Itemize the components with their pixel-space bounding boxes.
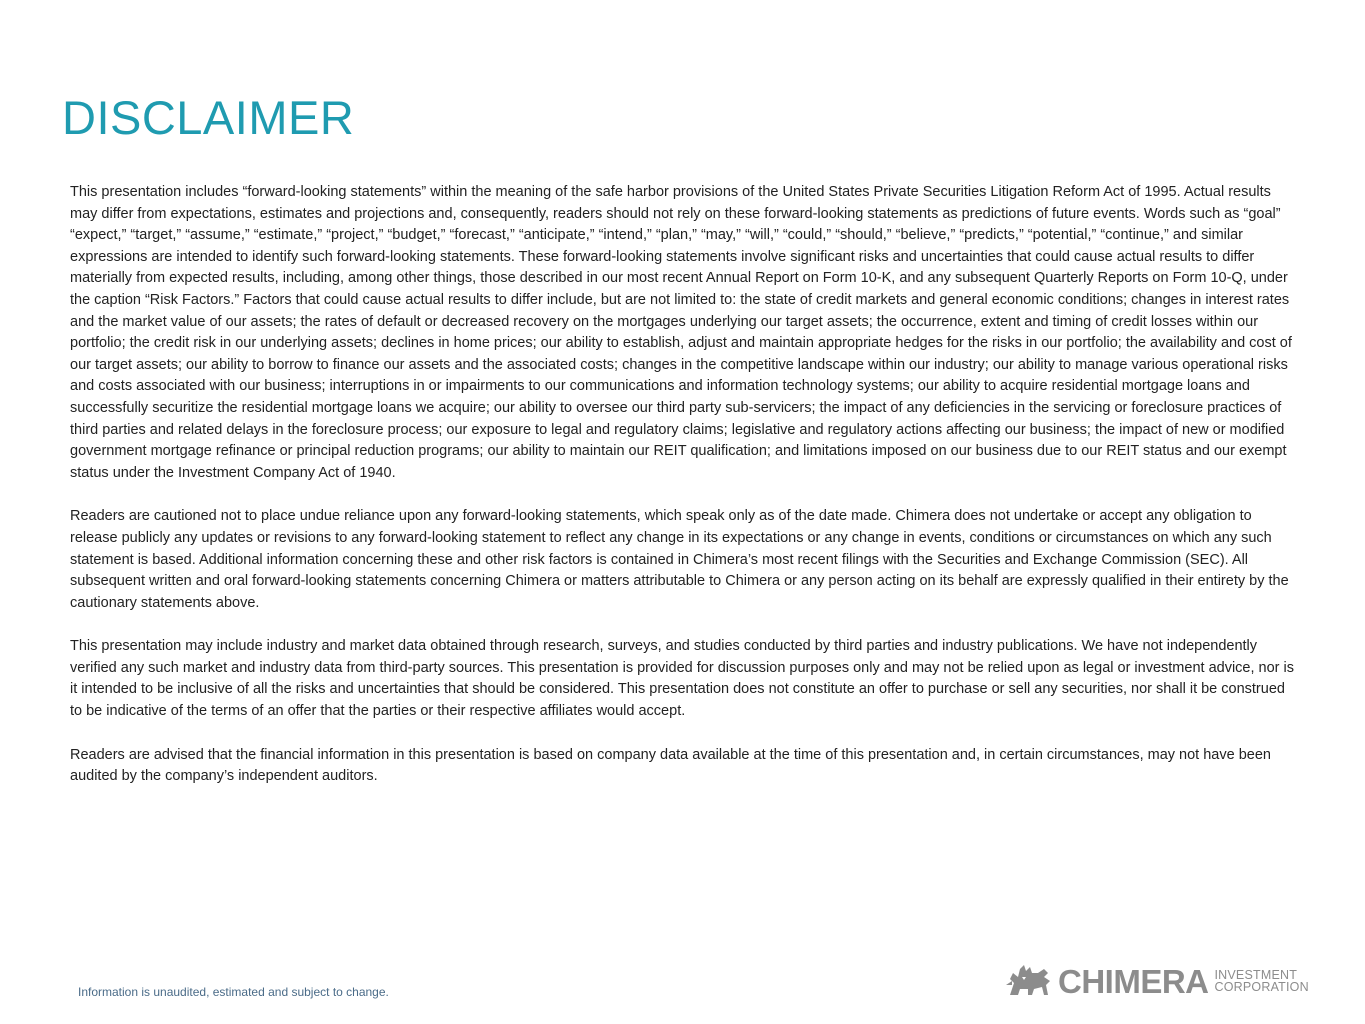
- paragraph-forward-looking: This presentation includes “forward-looking statements” within the meaning of the safe harbor provisions of the United States Private Securities Litigation Reform Act of 1995. Actual results may differ from expectations, estimates and projections and, consequently, readers should not rely on these forward-looking statements as predictions of future events. Words such as “goal” “expect,” “target,” “assume,” “estimate,” “project,” “budget,” “forecast,” “anticipate,” “intend,” “plan,” “may,” “will,” “could,” “should,” “believe,” “predicts,” “potential,” “continue,” and similar expressions are intended to identify such forward-looking statements. These forward-looking statements involve significant risks and uncertainties that could cause actual results to differ materially from expected results, including, among other things, those described in our most recent Annual Report on Form 10-K, and any subsequent Quarterly Reports on Form 10-Q, under the caption “Risk Factors.” Factors that could cause actual results to differ include, but are not limited to: the state of credit markets and general economic conditions; changes in interest rates and the market value of our assets; the rates of default or decreased recovery on the mortgages underlying our target assets; the occurrence, extent and timing of credit losses within our portfolio; the credit risk in our underlying assets; declines in home prices; our ability to establish, adjust and maintain appropriate hedges for the risks in our portfolio; the availability and cost of our target assets; our ability to borrow to finance our assets and the associated costs; changes in the competitive landscape within our industry; our ability to manage various operational risks and costs associated with our business; interruptions in or impairments to our communications and information technology systems; our ability to acquire residential mortgage loans and successfully securitize the residential mortgage loans we acquire; our ability to oversee our third party sub-servicers; the impact of any deficiencies in the servicing or foreclosure practices of third parties and related delays in the foreclosure process; our exposure to legal and regulatory claims; legislative and regulatory actions affecting our business; the impact of new or modified government mortgage refinance or principal reduction programs; our ability to maintain our REIT qualification; and limitations imposed on our business due to our REIT status and our exempt status under the Investment Company Act of 1940.: [70, 184, 1292, 481]
- page-title: DISCLAIMER: [62, 91, 355, 144]
- paragraph-financial-information: Readers are advised that the financial information in this presentation is based on company data available at the time of this presentation and, in certain circumstances, may not have been audited by the company’s independent auditors.: [70, 746, 1271, 785]
- logo-subtitle-line-2: CORPORATION: [1214, 980, 1309, 994]
- logo-wordmark: CHIMERA: [1058, 962, 1209, 1000]
- company-logo: [1004, 960, 1340, 1002]
- disclaimer-body: [70, 182, 1300, 810]
- chimera-creature-icon: [1004, 961, 1056, 1001]
- paragraph-undue-reliance: Readers are cautioned not to place undue reliance upon any forward-looking statements, which speak only as of the date made. Chimera does not undertake or accept any obligation to release publicly any updates or revisions to any forward-looking statement to reflect any change in its expectations or any change in events, conditions or circumstances on which any such statement is based. Additional information concerning these and other risk factors is contained in Chimera’s most recent filings with the Securities and Exchange Commission (SEC). All subsequent written and oral forward-looking statements concerning Chimera or matters attributable to Chimera or any person acting on its behalf are expressly qualified in their entirety by the cautionary statements above.: [70, 508, 1289, 611]
- footnote: Information is unaudited, estimated and subject to change.: [78, 985, 389, 999]
- logo-subtitle: [1215, 969, 1309, 993]
- paragraph-market-data: This presentation may include industry and market data obtained through research, surveys, and studies conducted by third parties and industry publications. We have not independently verified any such market and industry data from third-party sources. This presentation is provided for discussion purposes only and may not be relied upon as legal or investment advice, nor is it intended to be inclusive of all the risks and uncertainties that should be considered. This presentation does not constitute an offer to purchase or sell any securities, nor shall it be construed to be indicative of the terms of an offer that the parties or their respective affiliates would accept.: [70, 638, 1294, 720]
- logo-subtitle-line-1: INVESTMENT: [1214, 968, 1298, 982]
